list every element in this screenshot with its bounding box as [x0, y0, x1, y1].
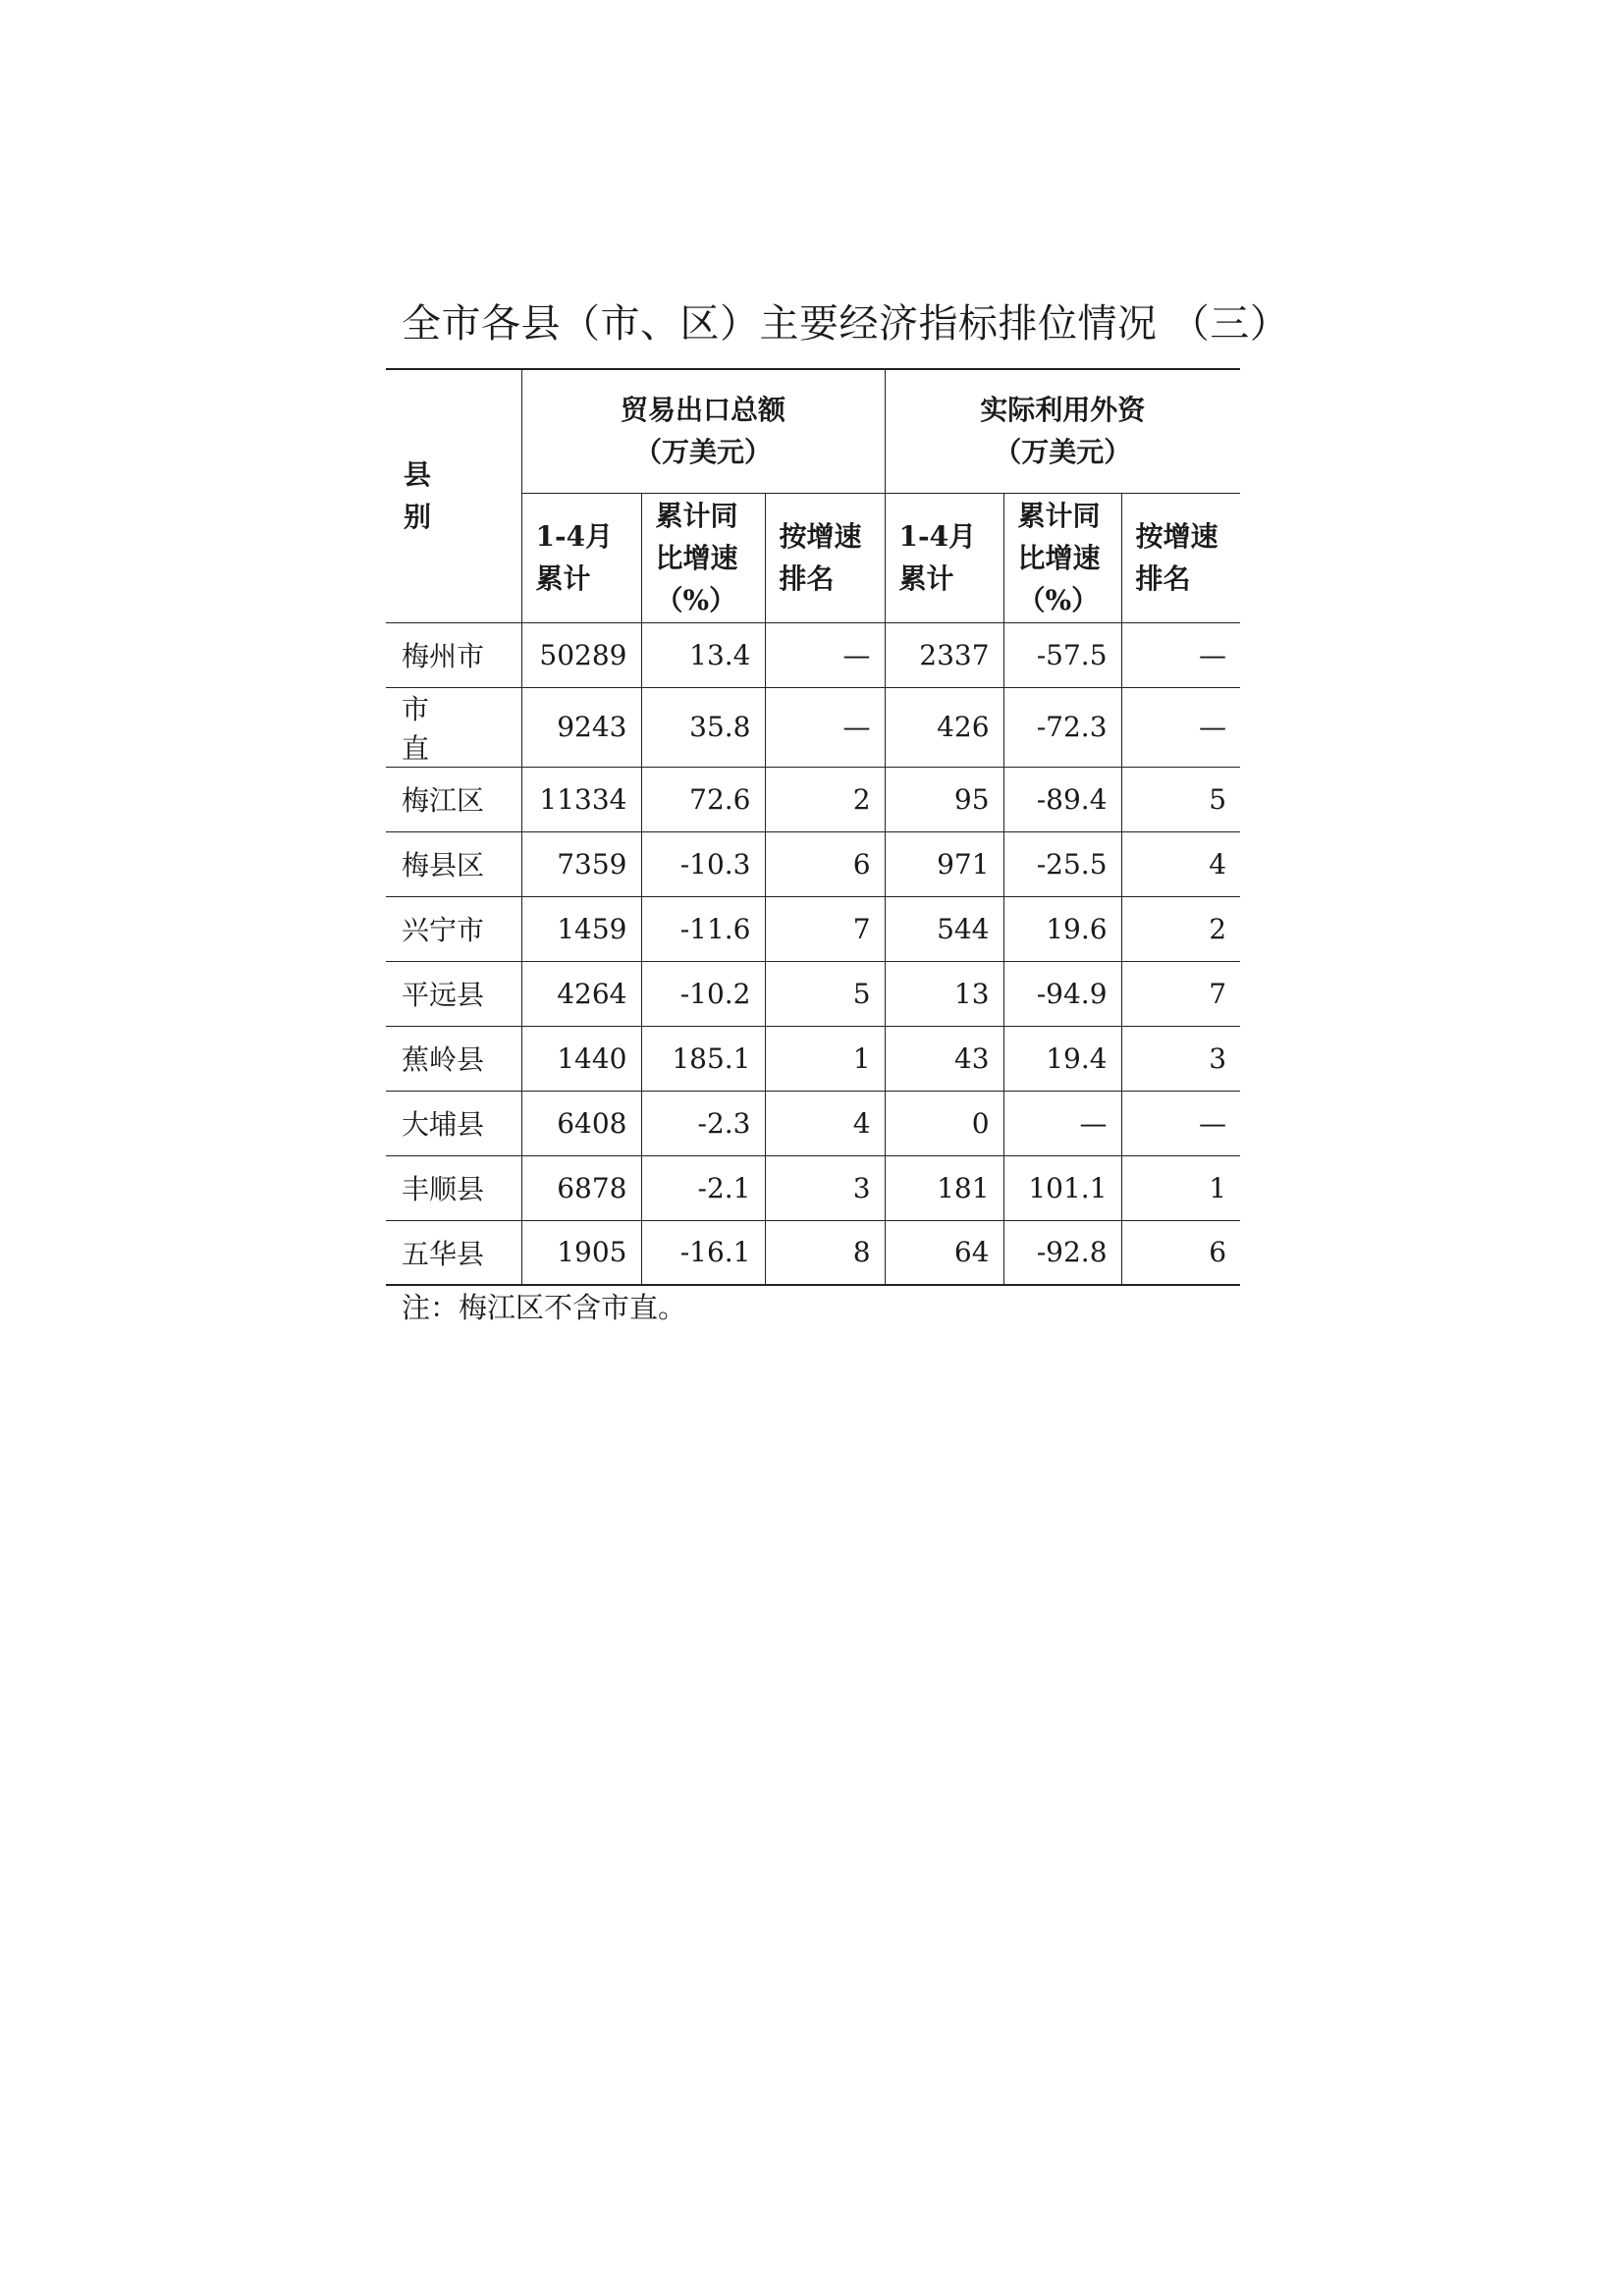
header-line: 累计同: [655, 499, 738, 532]
table-row: [386, 687, 1240, 767]
export-cumulative: 4264: [521, 961, 641, 1026]
fdi-cumulative: 13: [885, 961, 1003, 1026]
fdi-growth: -89.4: [1003, 767, 1121, 831]
header-line: 比增速: [1017, 541, 1101, 574]
table-row: [386, 1091, 1240, 1155]
county-name: 市 直: [386, 687, 521, 767]
export-growth: -10.3: [641, 831, 765, 896]
fdi-rank: 6: [1121, 1220, 1240, 1285]
fdi-growth: —: [1003, 1091, 1121, 1155]
export-rank: 5: [765, 961, 885, 1026]
county-name: 兴宁市: [386, 896, 521, 961]
fdi-rank-header: [1121, 493, 1240, 622]
export-rank: 3: [765, 1155, 885, 1220]
fdi-rank: —: [1121, 687, 1240, 767]
header-line: 1-4月: [898, 520, 977, 553]
fdi-rank: 2: [1121, 896, 1240, 961]
export-cumulative: 50289: [521, 622, 641, 687]
fdi-rank: 3: [1121, 1026, 1240, 1091]
fdi-cumulative: 2337: [885, 622, 1003, 687]
export-group-label: 贸易出口总额: [621, 394, 786, 427]
table-row: [386, 1220, 1240, 1285]
header-line: （%）: [655, 583, 737, 616]
export-growth: -16.1: [641, 1220, 765, 1285]
export-growth: -10.2: [641, 961, 765, 1026]
table-row: [386, 767, 1240, 831]
export-cumulative: 6408: [521, 1091, 641, 1155]
fdi-growth: -57.5: [1003, 622, 1121, 687]
export-cumulative: 9243: [521, 687, 641, 767]
fdi-group-label: 实际利用外资: [980, 394, 1146, 427]
export-rank: 2: [765, 767, 885, 831]
county-name: 梅县区: [386, 831, 521, 896]
county-name: 梅州市: [386, 622, 521, 687]
export-rank: 7: [765, 896, 885, 961]
fdi-cumulative: 181: [885, 1155, 1003, 1220]
page-title: 全市各县（市、区）主要经济指标排位情况 （三）: [402, 301, 1290, 347]
fdi-growth: 19.4: [1003, 1026, 1121, 1091]
export-growth: 35.8: [641, 687, 765, 767]
export-growth: -11.6: [641, 896, 765, 961]
export-cumulative: 11334: [521, 767, 641, 831]
indicator-ranking-table: [386, 368, 1240, 1286]
header-line: 累计: [898, 562, 954, 595]
fdi-cumulative: 544: [885, 896, 1003, 961]
header-line: 累计同: [1017, 499, 1101, 532]
export-group-header: [521, 369, 885, 493]
fdi-rank: 7: [1121, 961, 1240, 1026]
export-cumulative: 7359: [521, 831, 641, 896]
header-line: 按增速: [1135, 520, 1218, 553]
export-rank: 1: [765, 1026, 885, 1091]
fdi-cumulative: 426: [885, 687, 1003, 767]
fdi-cumulative: 971: [885, 831, 1003, 896]
fdi-growth: 19.6: [1003, 896, 1121, 961]
header-line: 1-4月: [535, 520, 614, 553]
header-line: 按增速: [779, 520, 862, 553]
export-growth-header: [641, 493, 765, 622]
table-footnote: 注：梅江区不含市直。: [402, 1291, 687, 1324]
export-rank: 8: [765, 1220, 885, 1285]
county-name: 蕉岭县: [386, 1026, 521, 1091]
table-row: [386, 622, 1240, 687]
county-name: 五华县: [386, 1220, 521, 1285]
table-row: [386, 831, 1240, 896]
fdi-rank: 5: [1121, 767, 1240, 831]
fdi-group-header: [885, 369, 1240, 493]
header-line: 比增速: [655, 541, 738, 574]
fdi-growth: 101.1: [1003, 1155, 1121, 1220]
export-rank-header: [765, 493, 885, 622]
export-cumulative: 6878: [521, 1155, 641, 1220]
header-line: 排名: [1135, 562, 1191, 595]
fdi-growth: -25.5: [1003, 831, 1121, 896]
header-line: 排名: [779, 562, 835, 595]
export-cumulative: 1459: [521, 896, 641, 961]
county-name: 丰顺县: [386, 1155, 521, 1220]
export-rank: —: [765, 622, 885, 687]
export-cumulative: 1905: [521, 1220, 641, 1285]
export-rank: 4: [765, 1091, 885, 1155]
table-row: [386, 961, 1240, 1026]
header-line: （%）: [1017, 583, 1100, 616]
fdi-rank: —: [1121, 1091, 1240, 1155]
export-growth: 185.1: [641, 1026, 765, 1091]
fdi-cumulative: 0: [885, 1091, 1003, 1155]
fdi-cumulative: 64: [885, 1220, 1003, 1285]
table-row: [386, 1026, 1240, 1091]
export-rank: —: [765, 687, 885, 767]
export-growth: 72.6: [641, 767, 765, 831]
table-row: [386, 1155, 1240, 1220]
fdi-growth: -72.3: [1003, 687, 1121, 767]
fdi-growth: -92.8: [1003, 1220, 1121, 1285]
export-cumulative: 1440: [521, 1026, 641, 1091]
fdi-rank: 1: [1121, 1155, 1240, 1220]
county-name: 梅江区: [386, 767, 521, 831]
table-row: [386, 896, 1240, 961]
fdi-rank: 4: [1121, 831, 1240, 896]
export-rank: 6: [765, 831, 885, 896]
export-growth: -2.1: [641, 1155, 765, 1220]
fdi-cumulative: 95: [885, 767, 1003, 831]
fdi-growth: -94.9: [1003, 961, 1121, 1026]
fdi-cumulative: 43: [885, 1026, 1003, 1091]
fdi-rank: —: [1121, 622, 1240, 687]
export-growth: 13.4: [641, 622, 765, 687]
header-line: 累计: [535, 562, 591, 595]
fdi-growth-header: [1003, 493, 1121, 622]
county-column-header: 县 别: [386, 369, 521, 622]
fdi-cumulative-header: [885, 493, 1003, 622]
county-name: 大埔县: [386, 1091, 521, 1155]
export-growth: -2.3: [641, 1091, 765, 1155]
fdi-group-unit: （万美元）: [994, 436, 1132, 469]
export-cumulative-header: [521, 493, 641, 622]
county-name: 平远县: [386, 961, 521, 1026]
export-group-unit: （万美元）: [634, 436, 773, 469]
